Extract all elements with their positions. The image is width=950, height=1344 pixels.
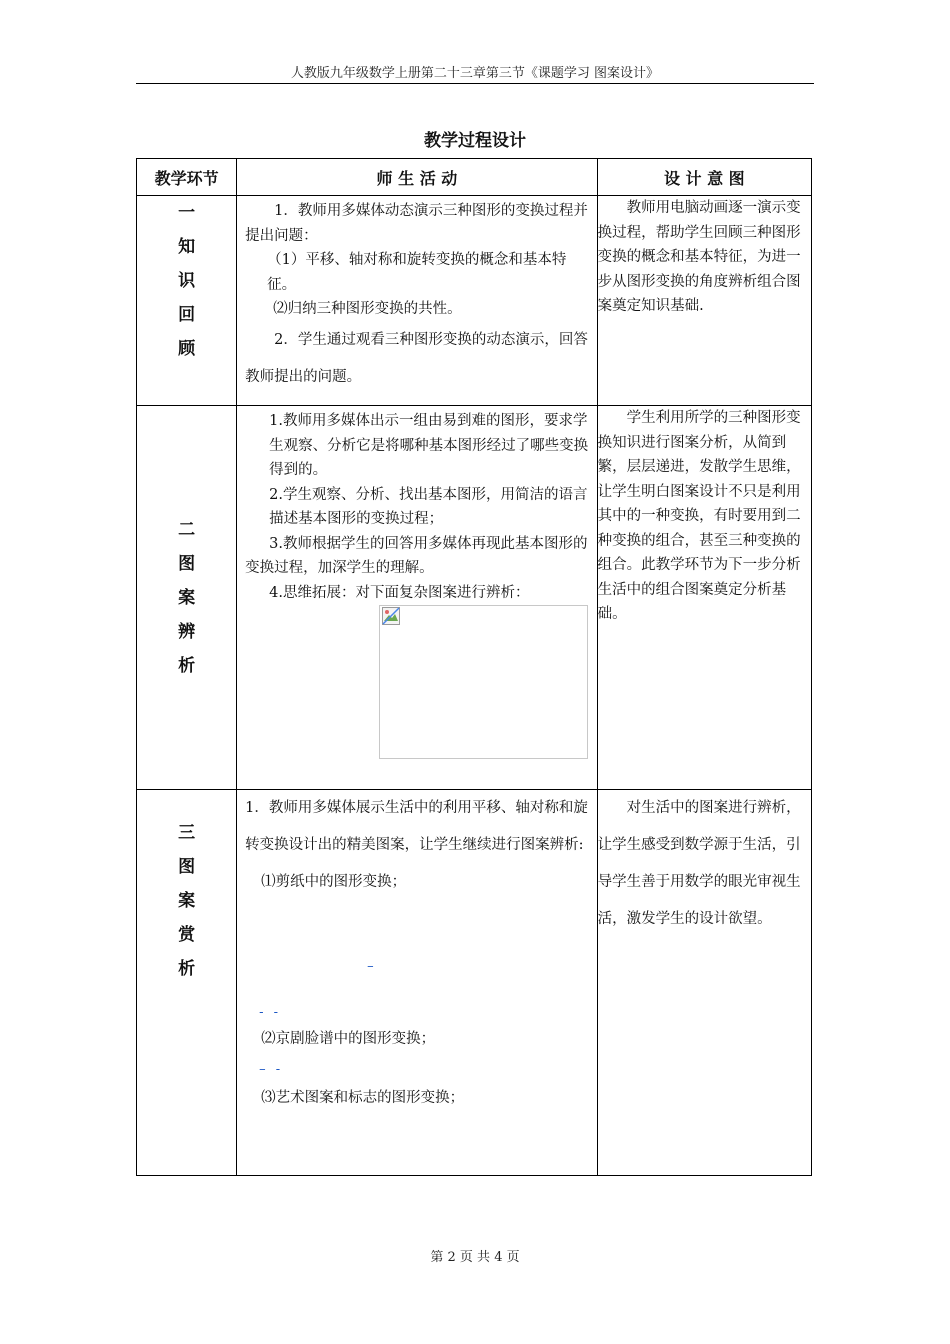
activity-item: 4.思维拓展：对下面复杂图案进行辨析： [269,584,530,601]
activity-item: 3.教师根据学生的回答用多媒体再现此基本图形的变换过程，加深学生的理解。 [245,535,588,576]
lesson-plan-table [136,158,812,1176]
dash-mark: – - [259,1062,284,1077]
stage-label [137,196,237,406]
activity-item: 1．教师用多媒体动态演示三种图形的变换过程并提出问题： [245,203,588,244]
activity-item: 1．教师用多媒体展示生活中的利用平移、轴对称和旋转变换设计出的精美图案，让学生继续进行图案辨析: [245,800,588,853]
stage-char: 一 [178,203,196,223]
intent-cell: 对生活中的图案进行辨析，让学生感受到数学源于生活，引导学生善于用数学的眼光审视生活，激发学生的设计欲望。 [597,790,811,1176]
dash-mark: - - [259,1005,282,1020]
table-row [137,406,812,790]
stage-char: 图 [178,857,196,877]
stage-char: 赏 [178,925,196,945]
image-gap [245,901,591,959]
stage-char: 辨 [178,621,196,642]
page-header: 人教版九年级数学上册第二十三章第三节《课题学习 图案设计》 [290,66,660,81]
image-fragment [245,1005,591,1021]
table-row [137,790,812,1176]
stage-char: 三 [178,823,196,843]
activity-item: 2.学生观察、分析、找出基本图形，用简洁的语言描述基本图形的变换过程； [269,486,588,527]
activities-cell [237,196,598,406]
activity-item: ⑴剪纸中的图形变换； [261,874,407,890]
stage-char: 知 [178,237,196,257]
dash-mark: – [367,959,377,974]
stage-label [137,790,237,1176]
table-header-row [137,159,812,196]
document-title: 教学过程设计 [424,131,526,151]
stage-char: 图 [178,553,196,574]
stage-char: 析 [178,959,196,979]
image-gap [245,981,591,1005]
activities-cell [237,406,598,790]
stage-label [137,406,237,790]
intent-cell: 学生利用所学的三种图形变换知识进行图案分析，从简到繁，层层递进，发散学生思维，让学生明白图案设计不只是利用其中的一种变换，有时要用到二种变换的组合，甚至三种变换的组合。此教学环节为下一步分析生活中的组合图案奠定分析基础。 [597,406,811,790]
stage-char: 析 [178,655,196,676]
stage-char: 案 [178,891,196,911]
header-intent: 设 计 意 图 [597,159,811,196]
activity-item: ⑶艺术图案和标志的图形变换； [261,1090,465,1106]
header-rule [136,83,814,84]
activity-item: （1）平移、轴对称和旋转变换的概念和基本特征。 [267,252,567,293]
stage-char: 案 [178,587,196,608]
activity-item: 1.教师用多媒体出示一组由易到难的图形，要求学生观察、分析它是将哪种基本图形经过了哪些变换得到的。 [269,413,589,478]
image-fragment [245,1058,591,1080]
broken-image-icon [382,607,400,625]
stage-char: 回 [178,305,196,325]
page-footer: 第 2 页 共 4 页 [430,1250,520,1265]
stage-char: 顾 [178,339,196,359]
header-activities: 师 生 活 动 [237,159,598,196]
stage-char: 二 [178,519,196,540]
activity-item: ⑵归纳三种图形变换的共性。 [273,301,462,317]
intent-cell: 教师用电脑动画逐一演示变换过程，帮助学生回顾三种图形变换的概念和基本特征，为进一步从图形变换的角度辨析组合图案奠定知识基础. [597,196,811,406]
table-row [137,196,812,406]
activities-cell [237,790,598,1176]
stage-char: 识 [178,271,196,291]
image-fragment [245,959,591,981]
activity-item: ⑵京剧脸谱中的图形变换； [261,1031,436,1047]
activity-item: 2．学生通过观看三种图形变换的动态演示，回答教师提出的问题。 [245,331,588,385]
header-stage: 教学环节 [137,159,237,196]
pattern-image-placeholder [379,605,588,759]
